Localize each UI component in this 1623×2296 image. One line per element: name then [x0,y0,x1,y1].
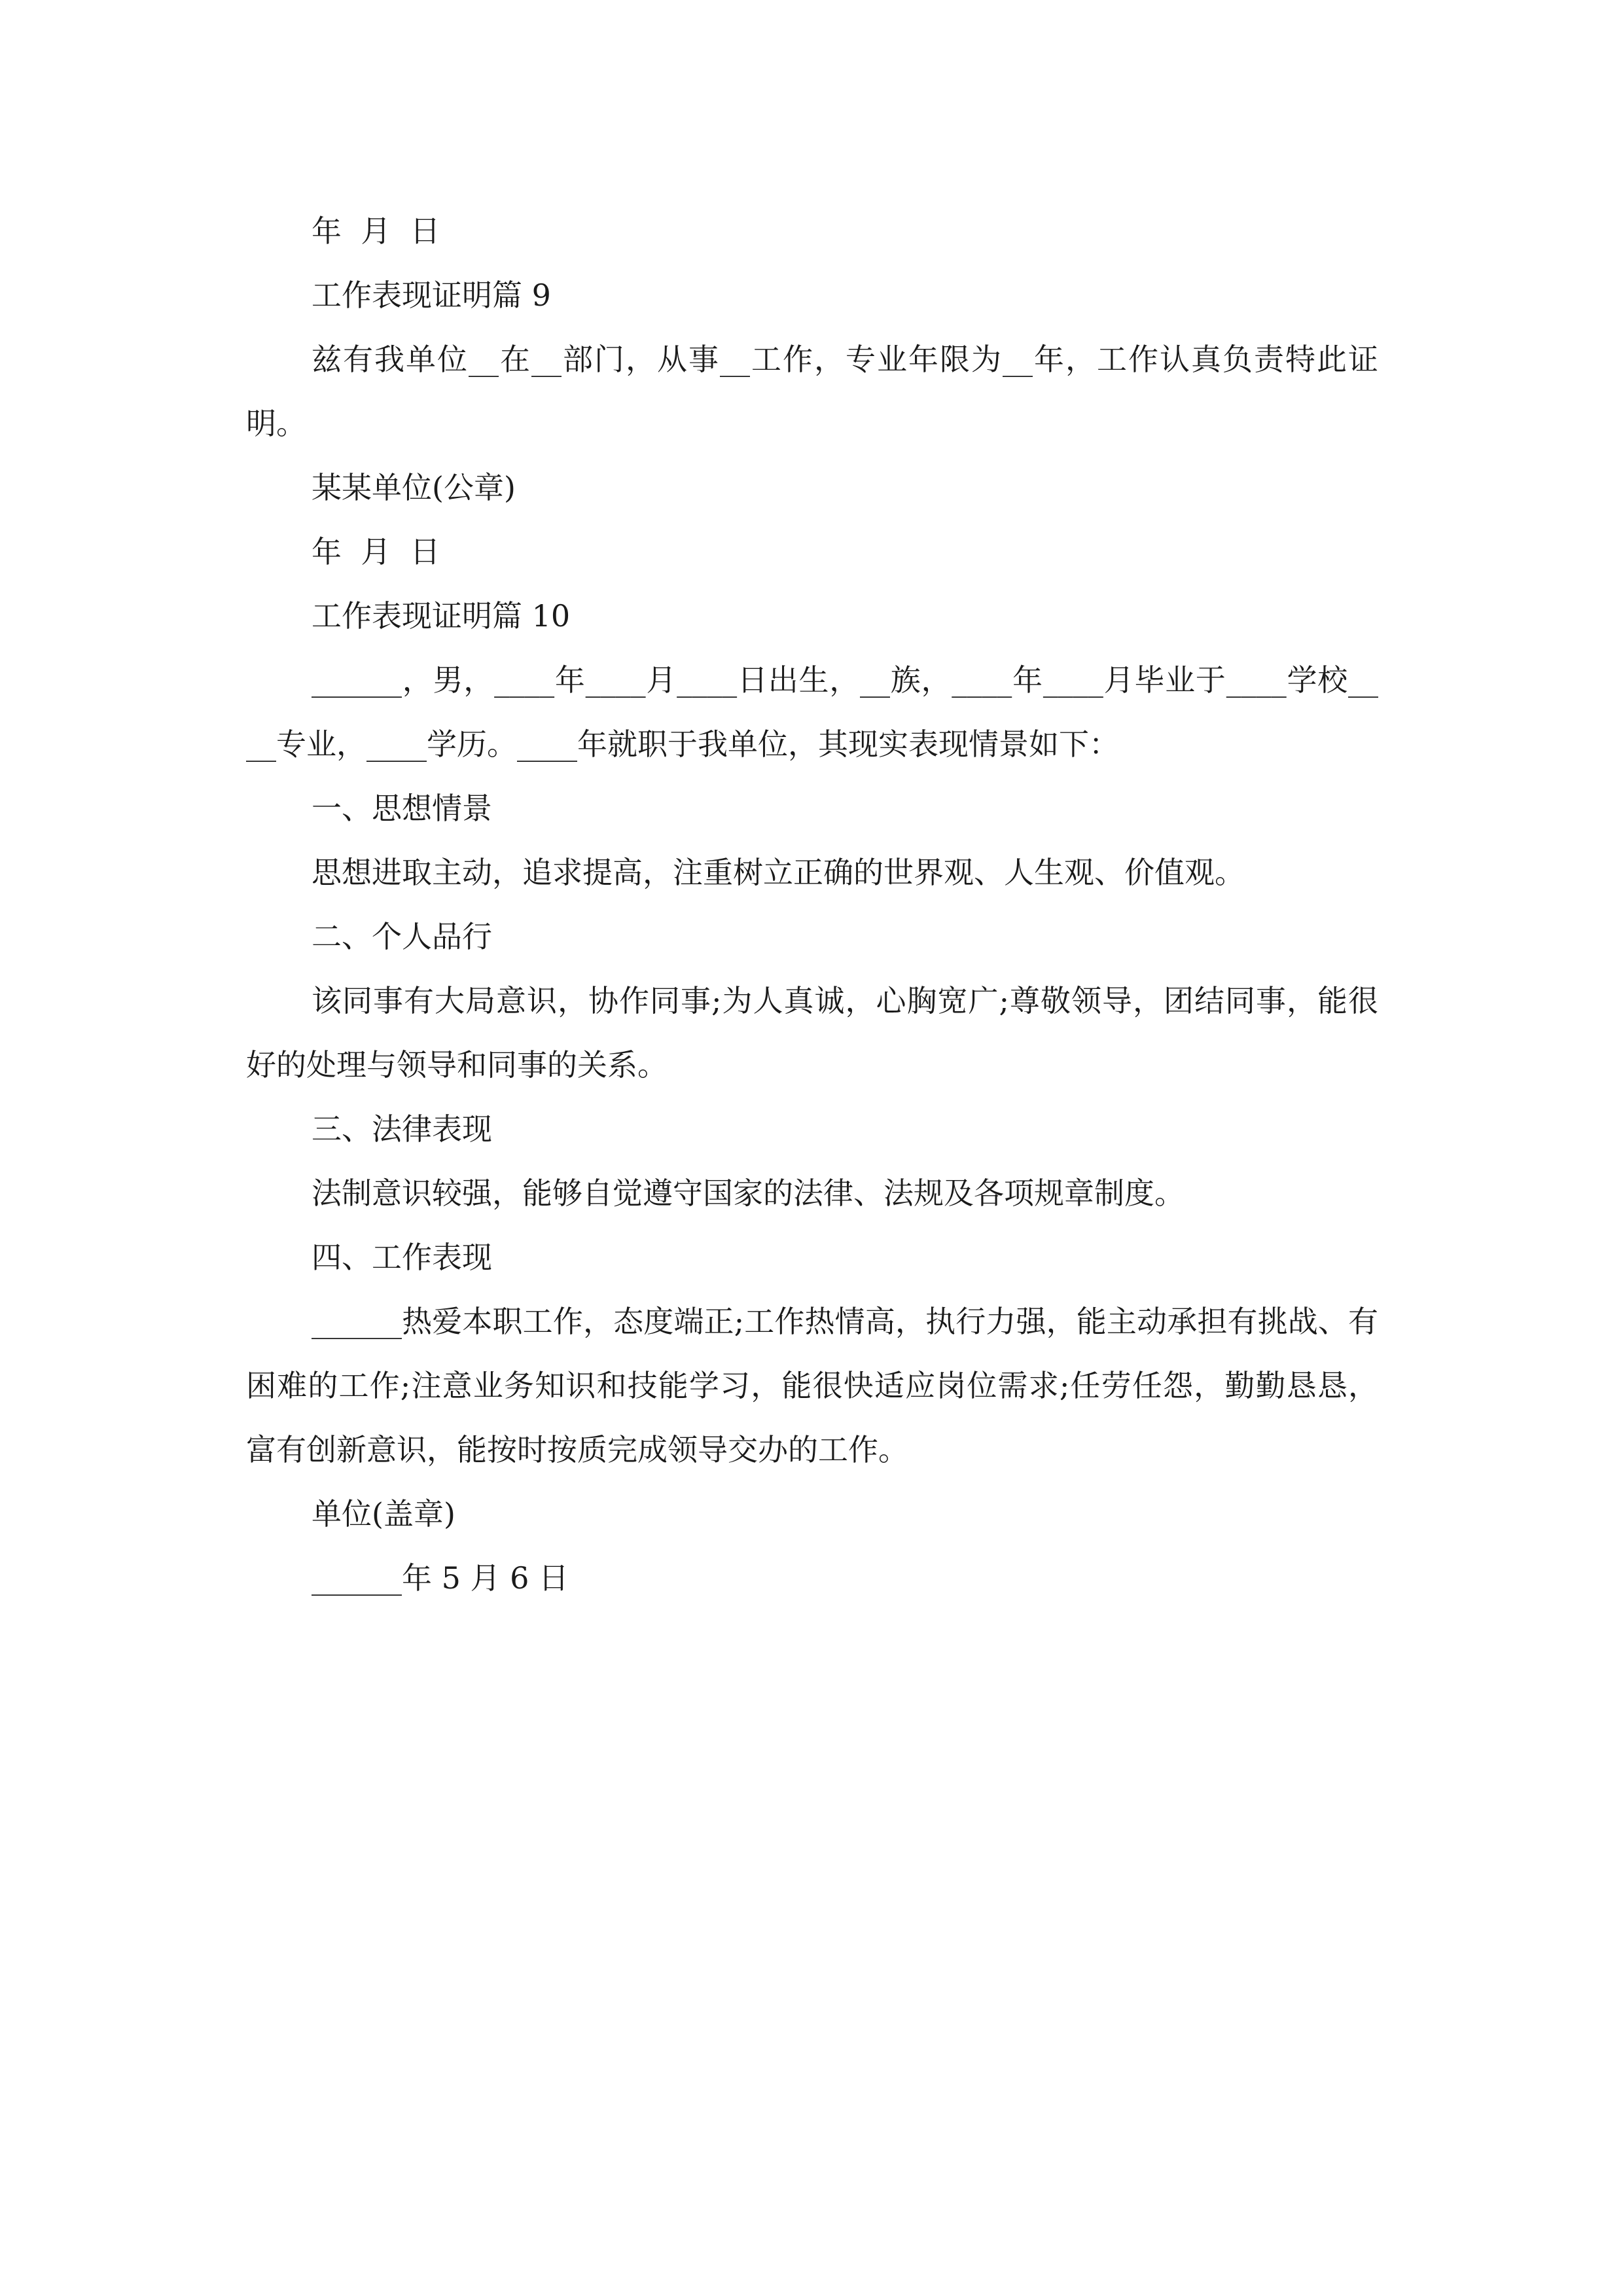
date-line: 年 月 日 [312,534,440,569]
section-title-character: 二、个人品行 [312,919,492,954]
document-body [246,199,1378,1610]
section-heading-10: 工作表现证明篇 10 [312,598,571,634]
section-text-thought: 思想进取主动，追求提高，注重树立正确的世界观、人生观、价值观。 [312,855,1245,890]
section-heading-9: 工作表现证明篇 9 [312,278,551,313]
section-title-law: 三、法律表现 [312,1111,492,1147]
unit-seal-line: 单位(盖章) [312,1496,455,1532]
certificate-paragraph-9: 兹有我单位__在__部门，从事__工作，专业年限为__年，工作认真负责特此证明。 [246,342,1378,441]
certificate-intro-paragraph: ______，男，____年____月____日出生，__族，____年____月毕业于____学校____专业，____学历。____年就职于我单位，其现实表现情景如下： [246,662,1378,762]
section-text-work: ______热爱本职工作，态度端正;工作热情高，执行力强，能主动承担有挑战、有困难的工作;注意业务知识和技能学习，能很快适应岗位需求;任劳任怨，勤勤恳恳，富有创新意识，能按时按质完成领导交办的工作。 [246,1304,1378,1467]
date-line: 年 月 日 [312,213,440,249]
section-title-thought: 一、思想情景 [312,791,492,826]
unit-seal-line: 某某单位(公章) [312,470,516,505]
section-title-work: 四、工作表现 [312,1240,492,1275]
section-text-law: 法制意识较强，能够自觉遵守国家的法律、法规及各项规章制度。 [312,1175,1185,1211]
final-date-line: ______年 5 月 6 日 [312,1560,569,1596]
section-text-character: 该同事有大局意识，协作同事;为人真诚，心胸宽广;尊敬领导，团结同事，能很好的处理与领导和同事的关系。 [246,983,1378,1083]
